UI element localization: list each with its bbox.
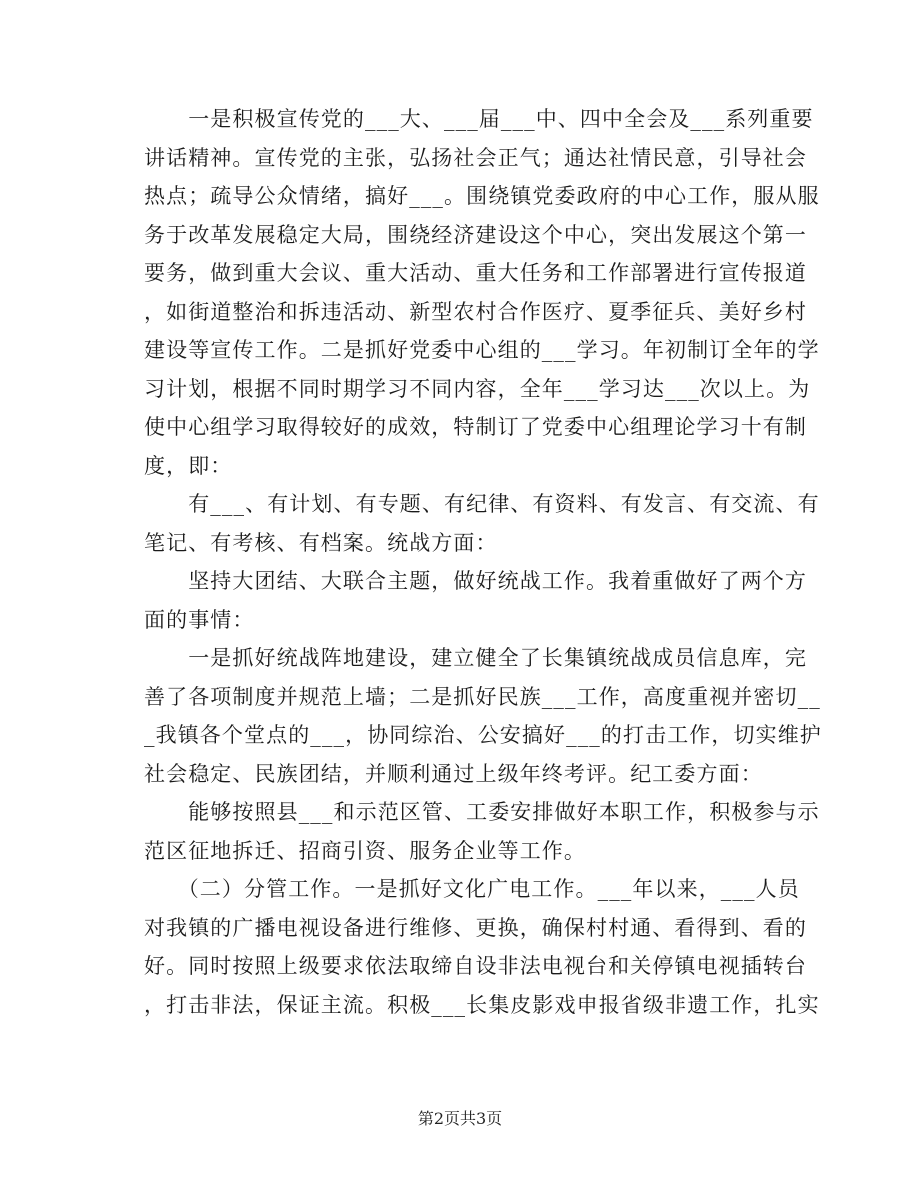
- paragraph-united-front: [144, 562, 807, 639]
- text-line: 度，即：: [144, 453, 233, 478]
- text-line: 务于改革发展稳定大局，围绕经济建设这个中心，突出发展这个第一: [144, 222, 807, 247]
- text-line: 面的事情：: [144, 607, 255, 632]
- text-line: 好。同时按照上级要求依法取缔自设非法电视台和关停镇电视插转台: [144, 954, 807, 978]
- text-line: 讲话精神。宣传党的主张，弘扬社会正气；通达社情民意，引导社会: [144, 145, 807, 170]
- document-body: [144, 100, 822, 1024]
- paragraph-managed-work: [144, 870, 820, 1024]
- text-line: ，如街道整治和拆违活动、新型农村合作医疗、夏季征兵、美好乡村: [144, 299, 807, 324]
- text-line: ，打击非法，保证主流。积极___长集皮影戏申报省级非遗工作，扎实: [144, 992, 820, 1017]
- text-line: 有___、有计划、有专题、有纪律、有资料、有发言、有交流、有: [144, 492, 820, 516]
- text-line: 要务，做到重大会议、重大活动、重大任务和工作部署进行宣传报道: [144, 261, 807, 285]
- text-line: 坚持大团结、大联合主题，做好统战工作。我着重做好了两个方: [144, 569, 807, 593]
- text-line: 范区征地拆迁、招商引资、服务企业等工作。: [144, 838, 586, 863]
- page-number: 第2页共3页: [417, 1109, 503, 1128]
- text-line: 热点；疏导公众情绪，搞好___。围绕镇党委政府的中心工作，服从服: [144, 184, 820, 208]
- paragraph-ten-systems: [144, 485, 820, 562]
- text-line: 能够按照县___和示范区管、工委安排做好本职工作，积极参与示: [144, 800, 820, 824]
- paragraph-publicity: [144, 100, 820, 485]
- text-line: 对我镇的广播电视设备进行维修、更换，确保村村通、看得到、看的: [144, 915, 807, 940]
- paragraph-united-front-work: [144, 639, 822, 793]
- text-line: 社会稳定、民族团结，并顺利通过上级年终考评。纪工委方面：: [144, 761, 763, 786]
- paragraph-discipline: [144, 793, 820, 870]
- text-line: 一是积极宣传党的___大、___届___中、四中全会及___系列重要: [144, 107, 814, 131]
- text-line: 习计划，根据不同时期学习不同内容，全年___学习达___次以上。为: [144, 376, 811, 401]
- text-line: （二）分管工作。一是抓好文化广电工作。___年以来，___人员: [144, 877, 800, 901]
- text-line: _我镇各个堂点的___，协同综治、公安搞好___的打击工作，切实维护: [144, 723, 822, 747]
- text-line: 建设等宣传工作。二是抓好党委中心组的___学习。年初制订全年的学: [144, 338, 820, 362]
- text-line: 一是抓好统战阵地建设，建立健全了长集镇统战成员信息库，完: [144, 646, 807, 670]
- text-line: 善了各项制度并规范上墙；二是抓好民族___工作，高度重视并密切__: [144, 684, 821, 709]
- text-line: 笔记、有考核、有档案。统战方面：: [144, 530, 498, 555]
- text-line: 使中心组学习取得较好的成效，特制订了党委中心组理论学习十有制: [144, 415, 807, 439]
